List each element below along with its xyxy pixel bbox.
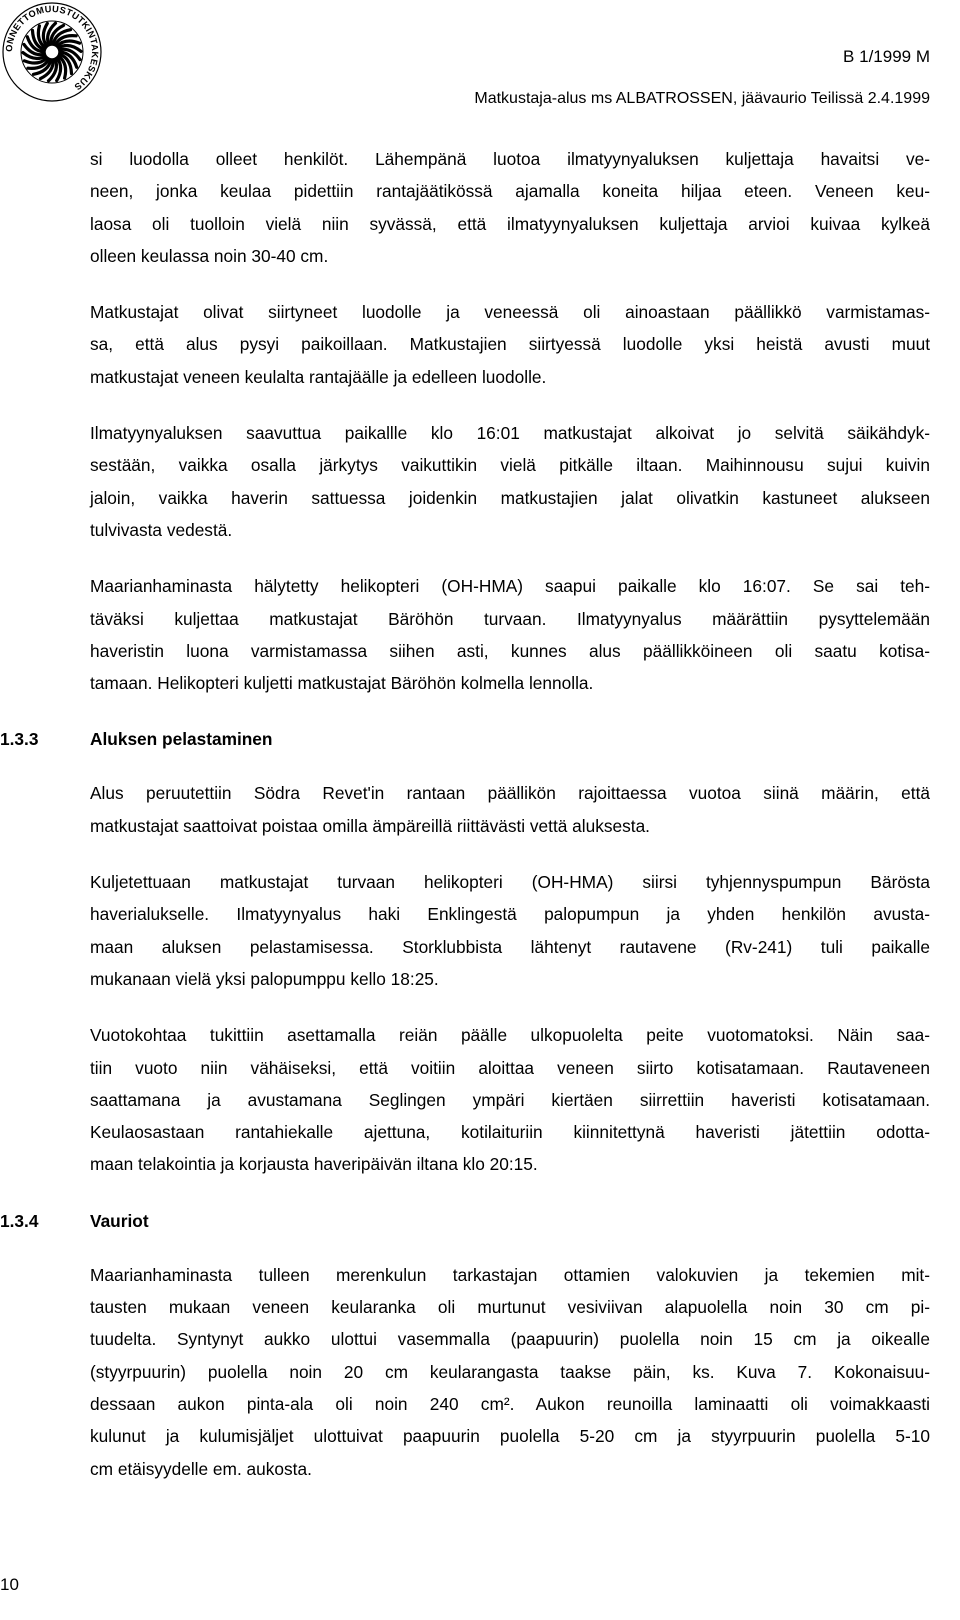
text-line: haveristin luona varmistamassa siihen asti, kunnes alus päällikköineen oli saatu kotisa-	[90, 640, 930, 661]
paragraph-pumps	[90, 866, 930, 995]
logo-seal-graphic	[0, 0, 104, 104]
text-line: cm etäisyydelle em. aukosta.	[90, 1458, 312, 1479]
text-line: täväksi kuljettaa matkustajat Bäröhön turvaan. Ilmatyynyalus määrättiin pysyttelemään	[90, 608, 930, 629]
text-line: kulunut ja kulumisjäljet ulottuivat paapuurin puolella 5-20 cm ja styyrpuurin puolella 5-10	[90, 1426, 930, 1447]
text-line: dessaan aukon pinta-ala oli noin 240 cm². Aukon reunoilla laminaatti oli voimakkaasti	[90, 1393, 930, 1414]
text-line: tamaan. Helikopteri kuljetti matkustajat Bäröhön kolmella lennolla.	[90, 673, 594, 694]
text-line: si luodolla olleet henkilöt. Lähempänä luotoa ilmatyynyaluksen kuljettaja havaitsi ve-	[90, 149, 930, 169]
text-line: Keulaosastaan rantahiekalle ajettuna, kotilaituriin kiinnitettynä haveristi jätettiin odotta-	[90, 1122, 930, 1143]
text-line: maan aluksen pelastamisessa. Storklubbista lähtenyt rautavene (Rv-241) tuli paikalle	[90, 936, 930, 957]
text-line: tuudelta. Syntynyt aukko ulottui vasemmalla (paapuurin) puolella noin 15 cm ja oikealle	[90, 1329, 930, 1350]
text-line: sa, että alus pysyi paikoillaan. Matkustajien siirtyessä luodolle yksi heistä avusti muut	[90, 334, 930, 355]
text-line: tiin vuoto niin vähäiseksi, että voitiin aloittaa veneen siirto kotisatamaan. Rautaveneen	[90, 1057, 930, 1078]
text-line: (styyrpuurin) puolella noin 20 cm keularangasta taakse päin, ks. Kuva 7. Kokonaisuu-	[90, 1361, 930, 1382]
text-line: tulvivasta vedestä.	[90, 519, 233, 540]
text-line: Matkustajat olivat siirtyneet luodolle ja veneessä oli ainoastaan päällikkö varmistamas-	[90, 302, 930, 323]
paragraph-hovercraft-arrival	[90, 417, 930, 546]
paragraph-leak-plugging	[90, 1019, 930, 1180]
section-number: 1.3.4	[0, 1210, 39, 1231]
paragraph-helicopter	[90, 570, 930, 699]
text-line: mukanaan vielä yksi palopumppu kello 18:25.	[90, 968, 439, 989]
section-title: Vauriot	[90, 1210, 149, 1231]
section-title: Aluksen pelastaminen	[90, 729, 273, 750]
document-code: B 1/1999 M	[843, 47, 930, 66]
paragraph-damage	[90, 1259, 930, 1485]
page-body	[0, 143, 960, 1509]
text-line: matkustajat veneen keulalta rantajäälle ja edelleen luodolle.	[90, 366, 547, 387]
text-line: matkustajat saattoivat poistaa omilla ämpäreillä riittävästi vettä aluksesta.	[90, 815, 650, 836]
paragraph-passengers-transfer	[90, 296, 930, 393]
text-line: laosa oli tuolloin vielä niin syvässä, että ilmatyynyaluksen kuljettaja arvioi kuivaa kylkeä	[90, 213, 930, 234]
running-header-title: Matkustaja-alus ms ALBATROSSEN, jäävaurio Teilissä 2.4.1999	[474, 90, 930, 107]
paragraph-reversing	[90, 777, 930, 842]
page-number: 10	[0, 1575, 19, 1594]
text-line: Vuotokohtaa tukittiin asettamalla reiän päälle ulkopuolelta peite vuotomatoksi. Näin saa-	[90, 1025, 930, 1046]
text-line: neen, jonka keulaa pidettiin rantajäätikössä ajamalla koneita hiljaa eteen. Veneen keu-	[90, 181, 930, 202]
text-line: Alus peruutettiin Södra Revet'in rantaan päällikön rajoittaessa vuotoa siinä määrin, että	[90, 783, 930, 804]
section-heading-1-3-4	[0, 1205, 960, 1237]
text-line: maan telakointia ja korjausta haveripäivän iltana klo 20:15.	[90, 1154, 538, 1175]
text-line: Ilmatyynyaluksen saavuttua paikallle klo 16:01 matkustajat alkoivat jo selvitä säikähdyk-	[90, 423, 930, 444]
text-line: Kuljetettuaan matkustajat turvaan helikopteri (OH-HMA) siirsi tyhjennyspumpun Bärösta	[90, 872, 930, 893]
section-number: 1.3.3	[0, 729, 39, 750]
text-line: Maarianhaminasta tulleen merenkulun tarkastajan ottamien valokuvien ja tekemien mit-	[90, 1264, 930, 1285]
agency-logo-seal	[0, 0, 104, 104]
text-line: Maarianhaminasta hälytetty helikopteri (OH-HMA) saapui paikalle klo 16:07. Se sai teh-	[90, 576, 930, 597]
text-line: tausten mukaan veneen keularanka oli murtunut vesiviivan alapuolella noin 30 cm pi-	[90, 1297, 930, 1318]
logo-ring-text: ONNETTOMUUSTUTKINTAKESKUS	[3, 3, 101, 93]
section-heading-1-3-3	[0, 723, 960, 755]
text-line: saattamana ja avustamana Seglingen ympäri kiertäen siirrettiin haveristi kotisatamaan.	[90, 1089, 930, 1110]
text-line: haverialukselle. Ilmatyynyalus haki Enklingestä palopumpun ja yhden henkilön avusta-	[90, 904, 930, 925]
text-line: jaloin, vaikka haverin sattuessa joidenkin matkustajien jalat olivatkin kastuneet alukseen	[90, 487, 930, 508]
text-line: olleen keulassa noin 30-40 cm.	[90, 245, 329, 266]
text-line: sestään, vaikka osalla järkytys vaikuttikin vielä pitkälle iltaan. Maihinnousu sujui kuivin	[90, 455, 930, 476]
paragraph-rescue-observation	[90, 143, 930, 272]
